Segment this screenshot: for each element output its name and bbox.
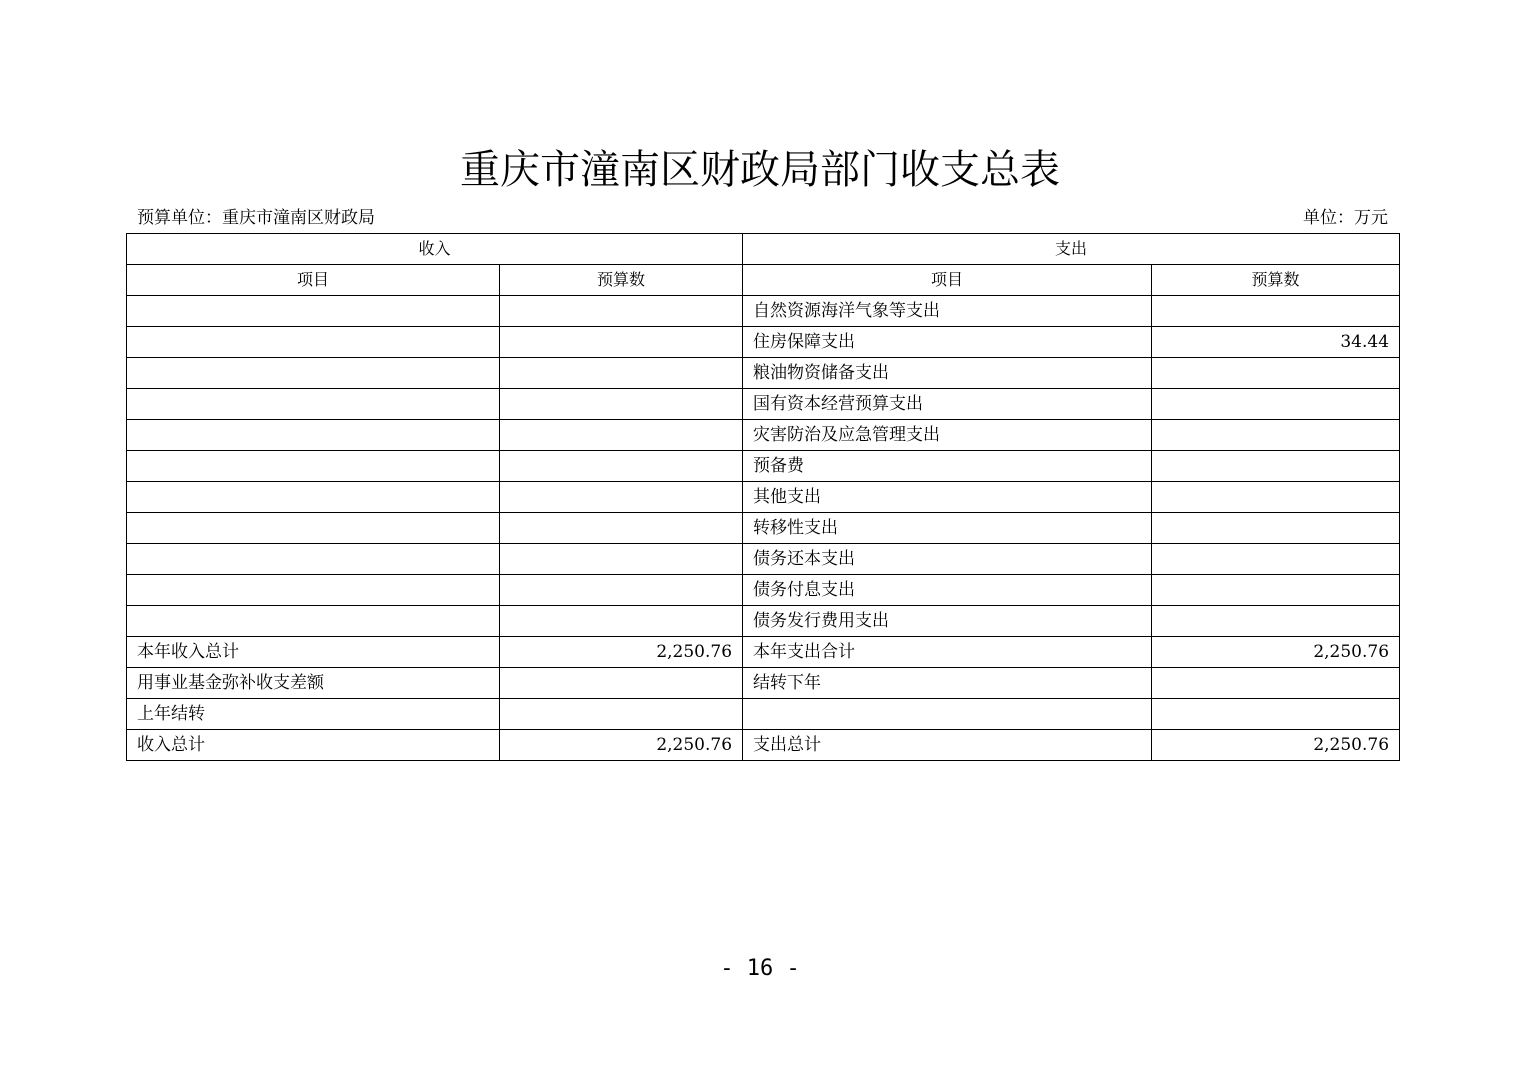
income-amount-cell: [500, 544, 743, 575]
table-row: [127, 513, 1400, 544]
table-row: [127, 358, 1400, 389]
table-row: [127, 637, 1400, 668]
expense-item-cell: [743, 699, 1152, 730]
expense-amount-cell: [1152, 420, 1400, 451]
income-item-cell: 用事业基金弥补收支差额: [127, 668, 500, 699]
income-amount-cell: [500, 327, 743, 358]
income-item-cell: [127, 358, 500, 389]
expense-amount-cell: [1152, 296, 1400, 327]
income-item-cell: [127, 513, 500, 544]
table-row: [127, 606, 1400, 637]
income-amount-cell: [500, 420, 743, 451]
table-row: [127, 482, 1400, 513]
expense-amount-cell: [1152, 544, 1400, 575]
budget-unit-label: 预算单位：重庆市潼南区财政局: [137, 208, 375, 228]
expense-amount-cell: [1152, 699, 1400, 730]
income-amount-cell: [500, 575, 743, 606]
income-item-cell: [127, 389, 500, 420]
income-item-cell: [127, 327, 500, 358]
income-amount-cell: [500, 296, 743, 327]
table-row: [127, 730, 1400, 761]
expense-amount-cell: 2,250.76: [1152, 730, 1400, 761]
page-number: - 16 -: [720, 956, 800, 981]
income-amount-cell: [500, 606, 743, 637]
expense-group-header: 支出: [743, 234, 1400, 265]
expense-item-cell: 预备费: [743, 451, 1152, 482]
table-row: [127, 420, 1400, 451]
income-item-cell: [127, 451, 500, 482]
table-row: [127, 389, 1400, 420]
income-amount-cell: [500, 389, 743, 420]
table-row: [127, 575, 1400, 606]
expense-item-cell: 转移性支出: [743, 513, 1152, 544]
expense-amount-cell: [1152, 513, 1400, 544]
expense-item-cell: 支出总计: [743, 730, 1152, 761]
income-group-header: 收入: [127, 234, 743, 265]
expense-item-cell: 自然资源海洋气象等支出: [743, 296, 1152, 327]
income-amount-cell: [500, 513, 743, 544]
income-amount-cell: [500, 451, 743, 482]
income-amount-cell: [500, 482, 743, 513]
income-amount-cell: 2,250.76: [500, 730, 743, 761]
table-row: [127, 668, 1400, 699]
income-item-cell: [127, 482, 500, 513]
income-item-column-header: 项目: [127, 265, 500, 296]
expense-item-cell: 其他支出: [743, 482, 1152, 513]
expense-item-cell: 国有资本经营预算支出: [743, 389, 1152, 420]
income-amount-cell: [500, 668, 743, 699]
expense-item-column-header: 项目: [743, 265, 1152, 296]
expense-item-cell: 债务发行费用支出: [743, 606, 1152, 637]
expense-amount-cell: [1152, 358, 1400, 389]
page-title: 重庆市潼南区财政局部门收支总表: [460, 147, 1060, 193]
expense-amount-cell: [1152, 668, 1400, 699]
income-item-cell: [127, 575, 500, 606]
expense-item-cell: 结转下年: [743, 668, 1152, 699]
income-amount-column-header: 预算数: [500, 265, 743, 296]
income-item-cell: 上年结转: [127, 699, 500, 730]
income-item-cell: [127, 420, 500, 451]
income-item-cell: 本年收入总计: [127, 637, 500, 668]
expense-amount-cell: [1152, 606, 1400, 637]
income-item-cell: [127, 296, 500, 327]
table-row: [127, 544, 1400, 575]
expense-item-cell: 债务还本支出: [743, 544, 1152, 575]
table-row: [127, 327, 1400, 358]
table-column-header-row: [127, 265, 1400, 296]
table-body: [127, 296, 1400, 761]
table-row: [127, 699, 1400, 730]
currency-unit-label: 单位：万元: [1303, 208, 1388, 228]
expense-amount-column-header: 预算数: [1152, 265, 1400, 296]
income-item-cell: 收入总计: [127, 730, 500, 761]
expense-item-cell: 灾害防治及应急管理支出: [743, 420, 1152, 451]
budget-summary-table: [126, 233, 1400, 761]
expense-item-cell: 本年支出合计: [743, 637, 1152, 668]
income-item-cell: [127, 544, 500, 575]
income-amount-cell: [500, 358, 743, 389]
table-row: [127, 296, 1400, 327]
expense-amount-cell: [1152, 575, 1400, 606]
expense-amount-cell: 34.44: [1152, 327, 1400, 358]
expense-amount-cell: [1152, 451, 1400, 482]
expense-item-cell: 粮油物资储备支出: [743, 358, 1152, 389]
expense-amount-cell: [1152, 482, 1400, 513]
income-item-cell: [127, 606, 500, 637]
expense-item-cell: 住房保障支出: [743, 327, 1152, 358]
income-amount-cell: 2,250.76: [500, 637, 743, 668]
table-group-header-row: [127, 234, 1400, 265]
income-amount-cell: [500, 699, 743, 730]
expense-item-cell: 债务付息支出: [743, 575, 1152, 606]
expense-amount-cell: [1152, 389, 1400, 420]
table-row: [127, 451, 1400, 482]
expense-amount-cell: 2,250.76: [1152, 637, 1400, 668]
